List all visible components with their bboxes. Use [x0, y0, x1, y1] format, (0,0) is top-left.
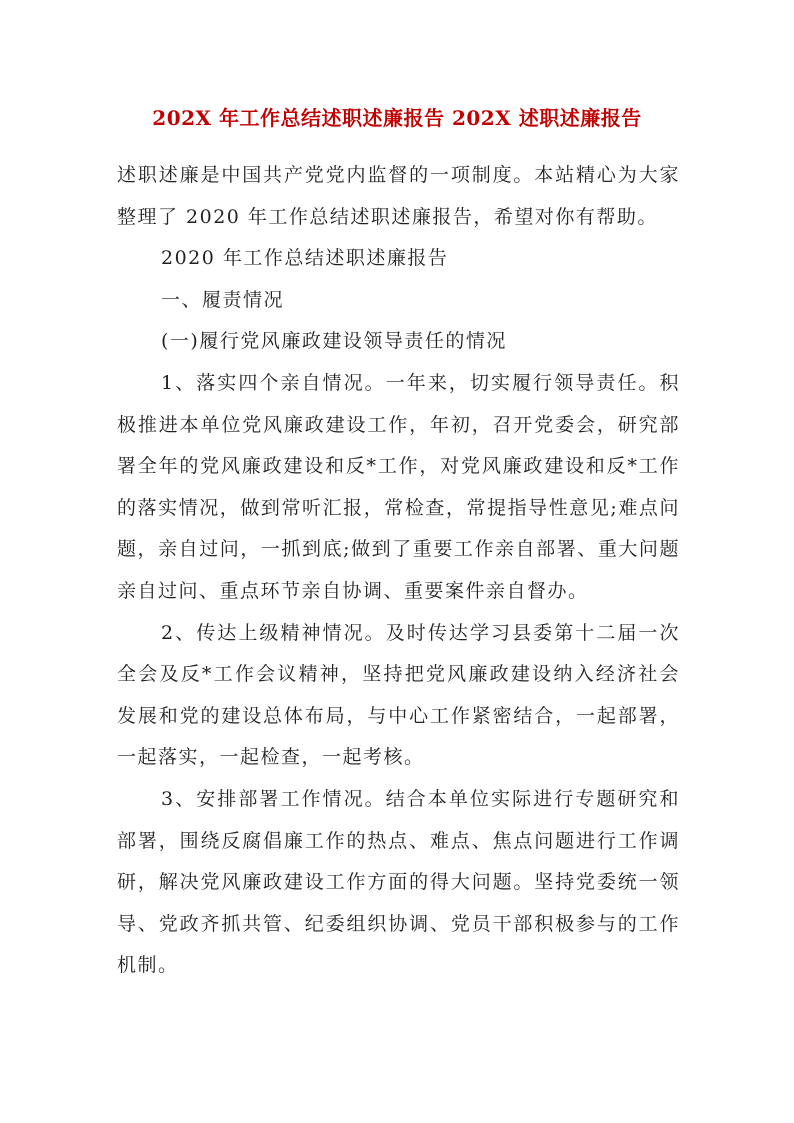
paragraph-intro: 述职述廉是中国共产党党内监督的一项制度。本站精心为大家整理了 2020 年工作总结述职述廉报告，希望对你有帮助。	[117, 164, 680, 228]
document-body	[117, 155, 680, 987]
paragraph-item-2: 2、传达上级精神情况。及时传达学习县委第十二届一次全会及反*工作会议精神，坚持把党风廉政建设纳入经济社会发展和党的建设总体布局，与中心工作紧密结合，一起部署，一起落实，一起检查，一起考核。	[117, 621, 680, 769]
subsection-heading: (一)履行党风廉政建设领导责任的情况	[161, 330, 507, 353]
paragraph-item-1: 1、落实四个亲自情况。一年来，切实履行领导责任。积极推进本单位党风廉政建设工作，年初，召开党委会，研究部署全年的党风廉政建设和反*工作，对党风廉政建设和反*工作的落实情况，做到常听汇报，常检查，常提指导性意见;难点问题，亲自过问，一抓到底;做到了重要工作亲自部署、重大问题亲自过问、重点环节亲自协调、重要案件亲自督办。	[117, 371, 680, 602]
paragraph-report-title: 2020 年工作总结述职述廉报告	[161, 247, 449, 270]
section-heading: 一、履责情况	[161, 288, 285, 311]
paragraph-item-3: 3、安排部署工作情况。结合本单位实际进行专题研究和部署，围绕反腐倡廉工作的热点、难点、焦点问题进行工作调研，解决党风廉政建设工作方面的得大问题。坚持党委统一领导、党政齐抓共管、纪委组织协调、党员干部积极参与的工作机制。	[117, 787, 680, 977]
document-title: 202X 年工作总结述职述廉报告 202X 述职述廉报告	[152, 106, 642, 130]
